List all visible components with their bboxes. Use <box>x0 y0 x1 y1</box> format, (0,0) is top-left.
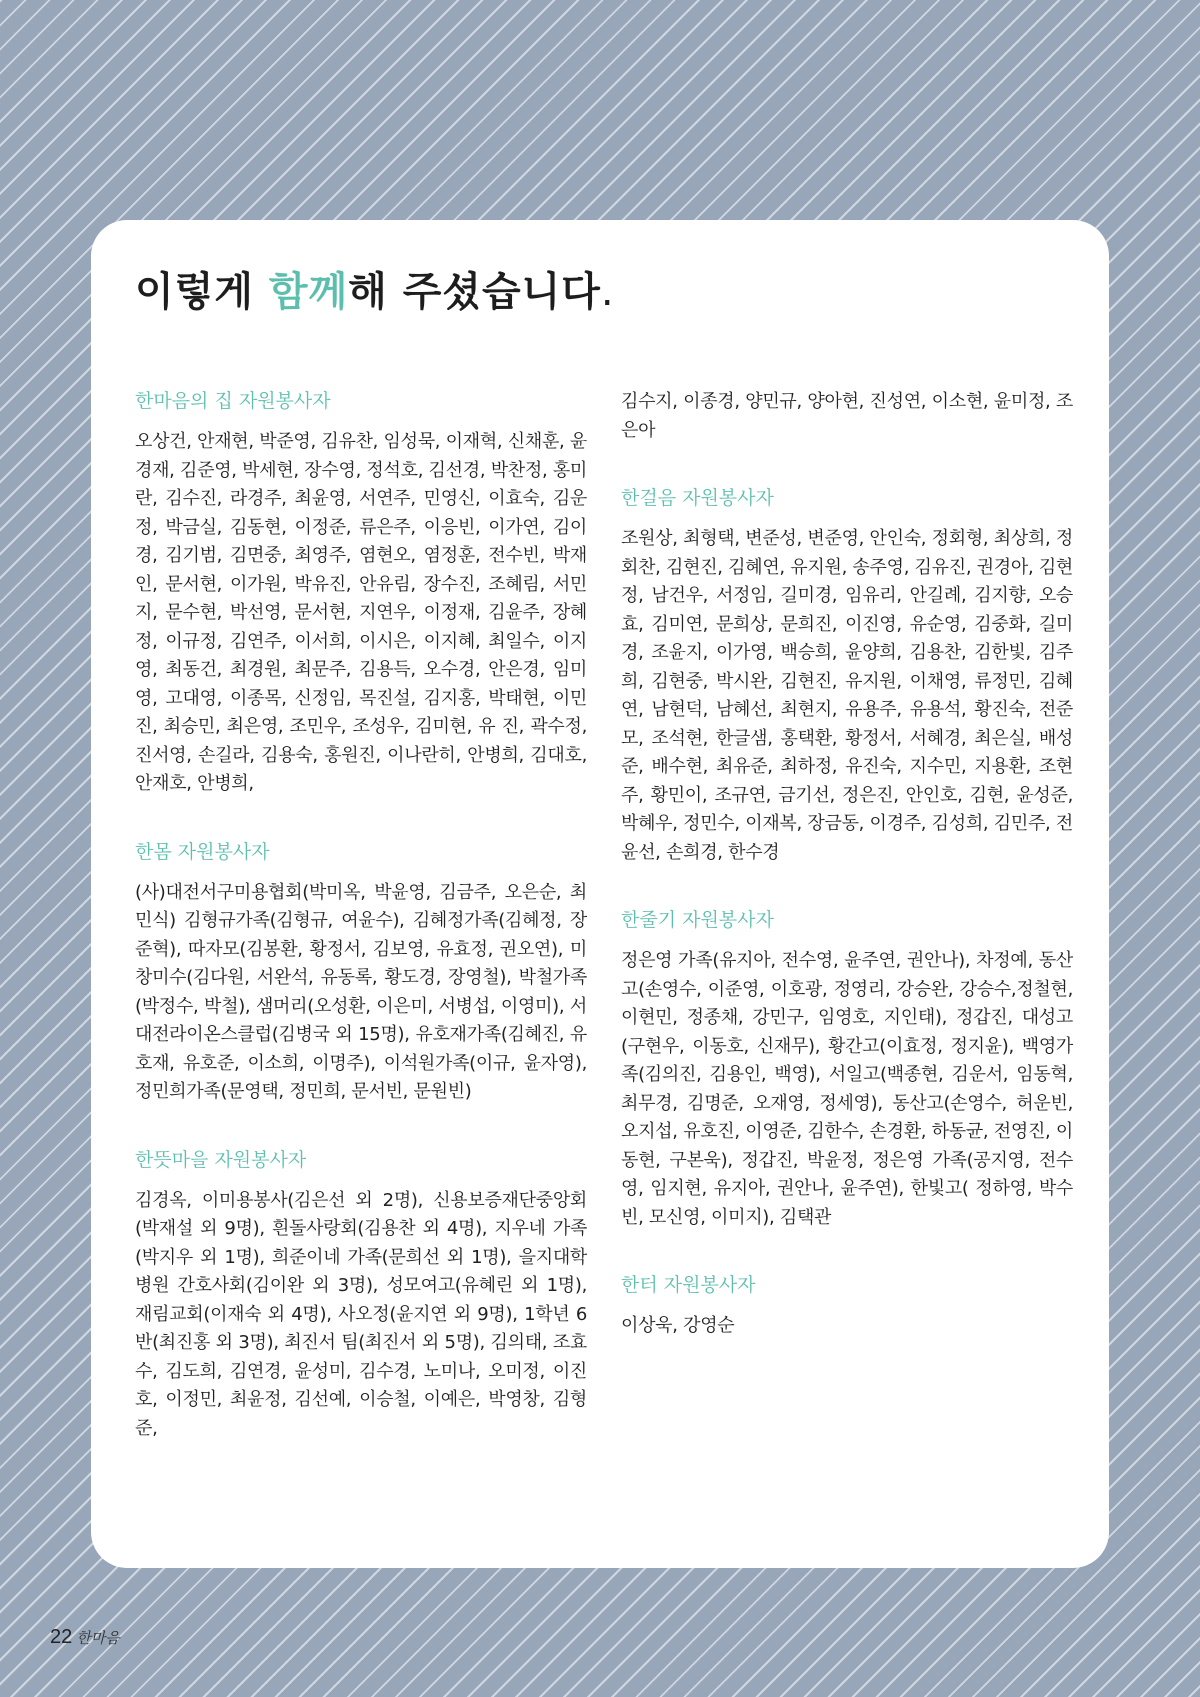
title-text-before: 이렇게 <box>135 269 269 315</box>
right-column <box>621 388 1073 1381</box>
page-title <box>135 260 615 317</box>
volunteer-list: 정은영 가족(유지아, 전수영, 윤주연, 권안나), 차정예, 동산고(손영수, 이준영, 이호광, 정영리, 강승완, 강승수,정철현,이현민, 정종채, 강민구, 임영호, 지인태), 정갑진, 대성고(구현우, 이동호, 신재무), 황간고(이효정, 정지윤), 백영가족(김의진, 김용인, 백영), 서일고(백종현, 김운서, 임동혁, 최무경, 김명준, 오재영, 정세영), 동산고(손영수, 허운빈, 오지섭, 유호진, 이영준, 김한수, 손경환, 하동균, 전영진, 이동현, 구본욱), 정갑진, 박윤정, 정은영 가족(공지영, 전수영, 임지현, 유지아, 권안나, 윤주연), 한빛고( 정하영, 박수빈, 모신영, 이미지), 김택관 <box>621 950 1073 1228</box>
section-heading: 한걸음 자원봉사자 <box>621 487 774 509</box>
title-accent-text: 함께 <box>268 269 349 315</box>
volunteer-list: 김경옥, 이미용봉사(김은선 외 2명), 신용보증재단중앙회(박재설 외 9명), 흰돌사랑회(김용찬 외 4명), 지우네 가족(박지우 외 1명), 희준이네 가족(문희선 외 1명), 을지대학병원 간호사회(김이완 외 3명), 성모여고(유혜린 외 1명), 재림교회(이재숙 외 4명), 사오정(윤지연 외 9명), 1학년 6반(최진홍 외 3명), 최진서 팀(최진서 외 5명), 김의태, 조효수, 김도희, 김연경, 윤성미, 김수경, 노미나, 오미정, 이진호, 이정민, 최윤정, 김선예, 이승철, 이예은, 박영창, 김형준, <box>135 1189 587 1439</box>
section-heading: 한터 자원봉사자 <box>621 1274 756 1296</box>
section-hanjulgi <box>621 907 1073 1232</box>
page-footer <box>50 1624 120 1649</box>
section-hangeoreum <box>621 485 1073 867</box>
title-period: . <box>600 269 615 315</box>
title-text-after: 해 주셨습니다 <box>348 269 601 315</box>
page-number: 22 <box>50 1626 73 1648</box>
section-hanmom <box>135 839 587 1107</box>
volunteer-list: 이상욱, 강영순 <box>621 1315 735 1336</box>
left-column <box>135 388 587 1483</box>
volunteer-list: (사)대전서구미용협회(박미옥, 박윤영, 김금주, 오은순, 최민식) 김형규가족(김형규, 여윤수), 김혜정가족(김혜정, 장준혁), 따자모(김봉환, 황정서, 김보영, 유효정, 권오연), 미창미수(김다원, 서완석, 유동록, 황도경, 장영철), 박철가족(박정수, 박철), 샘머리(오성환, 이은미, 서병섭, 이영미), 서대전라이온스클럽(김병국 외 15명), 유호재가족(김혜진, 유호재, 유호준, 이소희, 이명주), 이석원가족(이규, 윤자영), 정민희가족(문영택, 정민희, 문서빈, 문원빈) <box>135 881 587 1102</box>
content-card <box>91 220 1109 1568</box>
section-hantteut-village <box>135 1147 587 1444</box>
section-heading: 한뜻마을 자원봉사자 <box>135 1148 307 1171</box>
volunteer-list: 조원상, 최형택, 변준성, 변준영, 안인숙, 정회형, 최상희, 정회찬, 김현진, 김혜연, 유지원, 송주영, 김유진, 권경아, 김현정, 남건우, 서정임, 길미경, 임유리, 안길례, 김지향, 오승효, 김미연, 문희상, 문희진, 이진영, 유순영, 김중화, 길미경, 조윤지, 이가영, 백승희, 윤양희, 김용찬, 김한빛, 김주희, 김현중, 박시완, 김현진, 유지원, 이채영, 류정민, 김혜연, 남현덕, 남혜선, 최현지, 유용주, 유용석, 황진숙, 전준모, 조석현, 한글샘, 홍택환, 황정서, 서혜경, 최은실, 배성준, 배수현, 최유준, 최하정, 유진숙, 지수민, 지용환, 조현주, 황민이, 조규연, 금기선, 정은진, 안인호, 김현, 윤성준, 박혜우, 정민수, 이재복, 장금동, 이경주, 김성희, 김민주, 전윤선, 손희경, 한수경 <box>621 528 1073 863</box>
section-hanmaeum-house <box>135 388 587 799</box>
magazine-logo: 한마음 <box>76 1629 120 1647</box>
volunteer-list-continued: 김수지, 이종경, 양민규, 양아현, 진성연, 이소현, 윤미정, 조은아 <box>621 391 1073 441</box>
section-hanteo <box>621 1272 1073 1341</box>
section-heading: 한몸 자원봉사자 <box>135 840 270 863</box>
section-heading: 한마음의 집 자원봉사자 <box>135 390 331 412</box>
volunteer-list: 오상건, 안재현, 박준영, 김유찬, 임성묵, 이재혁, 신채훈, 윤경재, 김준영, 박세현, 장수영, 정석호, 김선경, 박찬정, 홍미란, 김수진, 라경주, 최윤영, 서연주, 민영신, 이효숙, 김운정, 박금실, 김동현, 이정준, 류은주, 이응빈, 이가연, 김이경, 김기범, 김면중, 최영주, 염현오, 염정훈, 전수빈, 박재인, 문서현, 이가원, 박유진, 안유림, 장수진, 조혜림, 서민지, 문수현, 박선영, 문서현, 지연우, 이정재, 김윤주, 장혜정, 이규정, 김연주, 이서희, 이시은, 이지혜, 최일수, 이지영, 최동건, 최경원, 최문주, 김용득, 오수경, 안은경, 임미영, 고대영, 이종목, 신정임, 목진설, 김지홍, 박태현, 이민진, 최승민, 최은영, 조민우, 조성우, 김미현, 유 진, 곽수정, 진서영, 손길라, 김용숙, 홍원진, 이나란히, 안병희, 김대호, 안재호, 안병희, <box>135 431 587 794</box>
section-continuation <box>621 388 1073 445</box>
section-heading: 한줄기 자원봉사자 <box>621 909 774 931</box>
